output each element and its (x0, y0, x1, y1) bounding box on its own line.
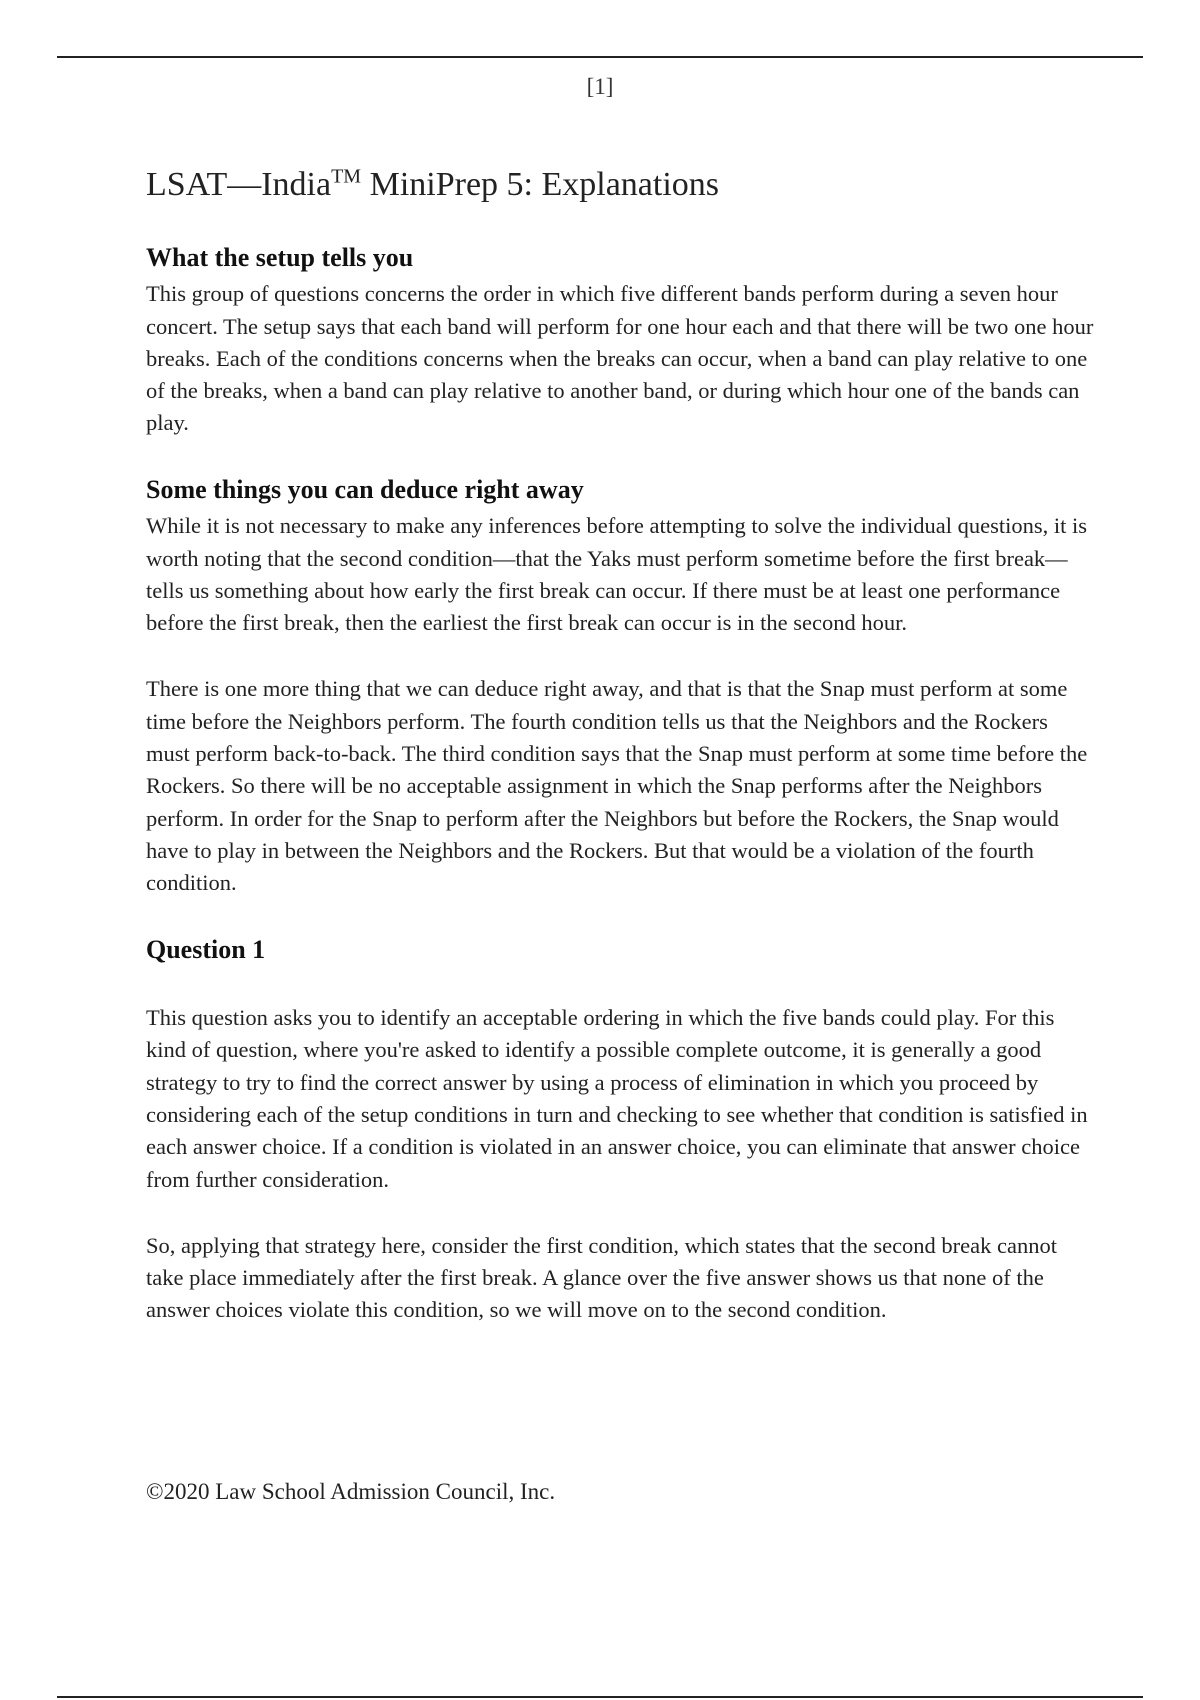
bottom-divider (57, 1696, 1143, 1698)
section-heading-question-1: Question 1 (146, 934, 266, 964)
title-rest: MiniPrep 5: Explanations (361, 166, 720, 203)
paragraph: So, applying that strategy here, consider the first condition, which states that the second break cannot take place immediately after the first break. A glance over the five answer shows us that none of the answer choices violate this condition, so we will move on to the second condition. (146, 1232, 1057, 1323)
top-divider (57, 56, 1143, 58)
title-main: LSAT—India (146, 166, 332, 203)
paragraph: While it is not necessary to make any inferences before attempting to solve the individual questions, it is worth noting that the second condition—that the Yaks must perform sometime before the first break—tells us something about how early the first break can occur. If there must be at least one performance before the first break, then the earliest the first break can occur is in the second hour. (146, 513, 1088, 636)
paragraph: There is one more thing that we can deduce right away, and that is that the Snap must perform at some time before the Neighbors perform. The fourth condition tells us that the Neighbors and the Rockers must perform back-to-back. The third condition says that the Snap must perform at some time before the Rockers. So there will be no acceptable assignment in which the Snap performs after the Neighbors perform. In order for the Snap to perform after the Neighbors but before the Rockers, the Snap would have to play in between the Neighbors and the Rockers. But that would be a violation of the fourth condition. (146, 676, 1088, 896)
page-number: [1] (586, 74, 614, 99)
paragraph: This group of questions concerns the order in which five different bands perform during a seven hour concert. The setup says that each band will perform for one hour each and that there will be two one hour breaks. Each of the conditions concerns when the breaks can occur, when a band can play relative to one of the breaks, when a band can play relative to another band, or during which hour one of the bands can play. (146, 281, 1094, 436)
copyright-footer: ©2020 Law School Admission Council, Inc. (146, 1479, 556, 1504)
paragraph: This question asks you to identify an acceptable ordering in which the five bands could play. For this kind of question, where you're asked to identify a possible complete outcome, it is generally a good strategy to try to find the correct answer by using a process of elimination in which you proceed by considering each of the setup conditions in turn and checking to see whether that condition is satisfied in each answer choice. If a condition is violated in an answer choice, you can eliminate that answer choice from further consideration. (146, 1005, 1088, 1192)
section-heading-setup: What the setup tells you (146, 242, 414, 272)
trademark-mark: TM (331, 165, 362, 188)
document-title (146, 165, 1096, 206)
document-body (146, 165, 1096, 1361)
section-heading-deductions: Some things you can deduce right away (146, 474, 584, 504)
